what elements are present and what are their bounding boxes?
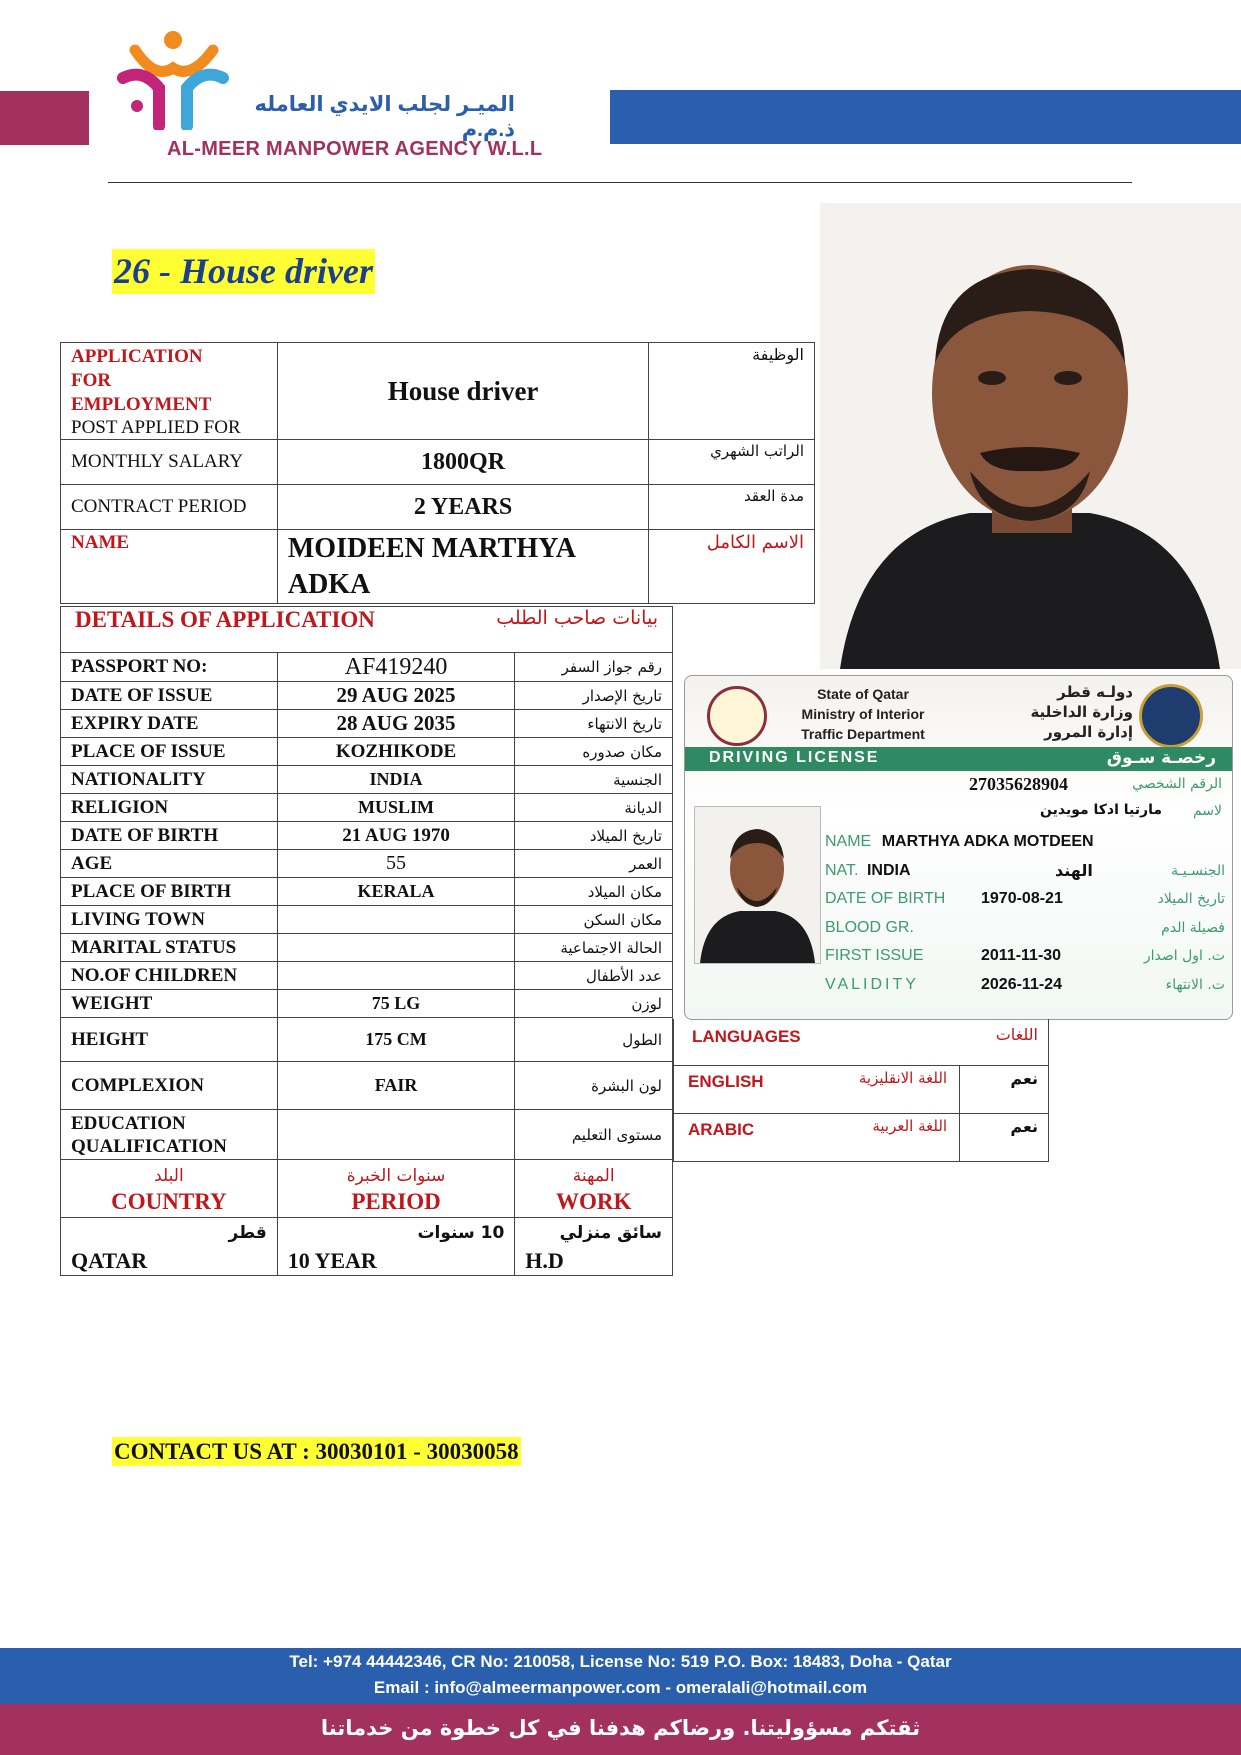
license-dept-ar: إدارة المرور bbox=[1044, 723, 1133, 741]
exp-country-ar: قطر bbox=[228, 1222, 267, 1243]
row-value: 28 AUG 2035 bbox=[277, 710, 515, 738]
row-label: AGE bbox=[61, 850, 278, 878]
driving-license-card bbox=[684, 675, 1233, 1020]
salary-ar: الراتب الشهري bbox=[649, 440, 815, 485]
post-applied-value: House driver bbox=[277, 343, 648, 440]
row-value bbox=[277, 962, 515, 990]
name-ar: الاسم الكامل bbox=[649, 530, 815, 604]
license-emblem-icon bbox=[707, 686, 767, 746]
language-answer: نعم bbox=[960, 1065, 1049, 1113]
table-row bbox=[61, 1018, 673, 1062]
license-dob: 1970-08-21 bbox=[981, 890, 1063, 907]
contact-text: CONTACT US AT : 30030101 - 30030058 bbox=[114, 1439, 519, 1464]
period-header-ar: سنوات الخبرة bbox=[346, 1165, 446, 1186]
license-blood-label: BLOOD GR. bbox=[825, 918, 914, 936]
license-first-issue-label: FIRST ISSUE bbox=[825, 947, 924, 964]
row-value: MUSLIM bbox=[277, 794, 515, 822]
salary-label: MONTHLY SALARY bbox=[61, 440, 278, 485]
period-header: PERIOD bbox=[351, 1188, 441, 1214]
row-value: 175 CM bbox=[277, 1018, 515, 1062]
footer-info-bar bbox=[0, 1648, 1241, 1704]
footer-slogan-bar bbox=[0, 1704, 1241, 1755]
table-row bbox=[61, 1110, 673, 1160]
license-nat-ar: الهند bbox=[1055, 860, 1093, 880]
details-heading-ar: بيانات صاحب الطلب bbox=[496, 607, 658, 629]
details-table bbox=[60, 606, 673, 1276]
row-value bbox=[277, 934, 515, 962]
row-value bbox=[277, 1110, 515, 1160]
row-value: FAIR bbox=[277, 1062, 515, 1110]
row-label: HEIGHT bbox=[61, 1018, 278, 1062]
post-applied-label: POST APPLIED FOR bbox=[71, 417, 241, 438]
row-ar: عدد الأطفال bbox=[515, 962, 673, 990]
country-header: COUNTRY bbox=[111, 1188, 227, 1214]
footer-line1: Tel: +974 44442346, CR No: 210058, License No: 519 P.O. Box: 18483, Doha - Qatar bbox=[289, 1652, 952, 1671]
row-ar: مكان الميلاد bbox=[515, 878, 673, 906]
row-label: PLACE OF BIRTH bbox=[61, 878, 278, 906]
language-name-ar: اللغة الانقليزية bbox=[858, 1068, 948, 1087]
license-photo bbox=[694, 806, 821, 964]
exp-period: 10 YEAR bbox=[287, 1247, 377, 1273]
languages-heading-row bbox=[674, 1019, 1049, 1065]
page-title bbox=[112, 249, 375, 294]
row-value bbox=[277, 906, 515, 934]
license-first-issue-label-ar: ت. اول اصدار bbox=[1143, 948, 1225, 964]
header-blue-bar bbox=[610, 90, 1241, 144]
license-validity-label-ar: ت. الانتهاء bbox=[1165, 976, 1225, 993]
languages-table bbox=[673, 1019, 1049, 1162]
language-name: ARABIC bbox=[688, 1119, 755, 1139]
work-header: WORK bbox=[555, 1188, 632, 1214]
license-first-issue: 2011-11-30 bbox=[981, 947, 1062, 964]
exp-period-ar: 10 سنوات bbox=[417, 1222, 505, 1243]
table-row bbox=[61, 710, 673, 738]
footer-slogan: ثقتكم مسؤوليتنا. ورضاكم هدفنا في كل خطوة من خدماتنا bbox=[320, 1716, 921, 1740]
table-row bbox=[61, 682, 673, 710]
salary-row bbox=[61, 440, 815, 485]
row-label: EXPIRY DATE bbox=[61, 710, 278, 738]
license-validity: 2026-11-24 bbox=[981, 975, 1062, 993]
table-row bbox=[61, 850, 673, 878]
row-value: 21 AUG 1970 bbox=[277, 822, 515, 850]
license-id-label-ar: الرقم الشخصي bbox=[1132, 776, 1222, 792]
exp-work: H.D bbox=[525, 1247, 564, 1273]
row-value: 55 bbox=[277, 850, 515, 878]
contract-ar: مدة العقد bbox=[649, 485, 815, 530]
license-state-en: State of Qatar bbox=[817, 686, 909, 702]
license-name-label-ar: لاسم bbox=[1192, 803, 1222, 819]
application-table bbox=[60, 342, 815, 604]
table-row bbox=[61, 962, 673, 990]
table-row bbox=[61, 766, 673, 794]
table-row bbox=[61, 990, 673, 1018]
details-heading: DETAILS OF APPLICATION bbox=[75, 607, 375, 632]
contract-row bbox=[61, 485, 815, 530]
license-banner bbox=[685, 747, 1232, 771]
license-banner-ar: رخصـة سـوق bbox=[1106, 748, 1216, 768]
row-label: PLACE OF ISSUE bbox=[61, 738, 278, 766]
name-value: MOIDEEN MARTHYA ADKA bbox=[277, 530, 648, 604]
post-applied-row bbox=[61, 343, 815, 440]
contract-label: CONTRACT PERIOD bbox=[61, 485, 278, 530]
languages-heading: LANGUAGES bbox=[692, 1027, 801, 1046]
contract-value: 2 YEARS bbox=[277, 485, 648, 530]
company-name-arabic: الميـر لجلب الايدي العامله ذ.م.م bbox=[254, 93, 515, 141]
row-value: AF419240 bbox=[277, 653, 515, 682]
license-name-ar: مارتيا ادكا مويدين bbox=[1040, 802, 1162, 818]
table-row bbox=[61, 934, 673, 962]
row-ar: مستوى التعليم bbox=[515, 1110, 673, 1160]
language-answer: نعم bbox=[960, 1113, 1049, 1161]
row-label: NATIONALITY bbox=[61, 766, 278, 794]
license-banner-en: DRIVING LICENSE bbox=[709, 749, 880, 766]
table-row bbox=[61, 738, 673, 766]
row-label: MARITAL STATUS bbox=[61, 934, 278, 962]
table-row bbox=[61, 878, 673, 906]
row-value: KOZHIKODE bbox=[277, 738, 515, 766]
company-name-english: AL-MEER MANPOWER AGENCY W.L.L bbox=[167, 138, 543, 160]
license-blood-label-ar: فصيلة الدم bbox=[1161, 919, 1225, 936]
table-row bbox=[61, 794, 673, 822]
row-label: RELIGION bbox=[61, 794, 278, 822]
row-ar: الحالة الاجتماعية bbox=[515, 934, 673, 962]
table-row bbox=[61, 653, 673, 682]
license-photo-illustration bbox=[695, 807, 820, 963]
license-nat-label-ar: الجنسـيـة bbox=[1171, 862, 1225, 879]
license-name-label: NAME bbox=[825, 833, 872, 850]
exp-work-ar: سائق منزلي bbox=[559, 1222, 662, 1243]
table-row bbox=[61, 1062, 673, 1110]
exp-country: QATAR bbox=[71, 1247, 148, 1273]
row-ar: الطول bbox=[515, 1018, 673, 1062]
row-ar: مكان صدوره bbox=[515, 738, 673, 766]
row-value: KERALA bbox=[277, 878, 515, 906]
row-ar: لوزن bbox=[515, 990, 673, 1018]
row-label: WEIGHT bbox=[61, 990, 278, 1018]
post-applied-ar: الوظيفة bbox=[649, 343, 815, 440]
row-label: DATE OF BIRTH bbox=[61, 822, 278, 850]
license-id: 27035628904 bbox=[969, 774, 1068, 794]
language-row bbox=[674, 1065, 1049, 1113]
row-ar: تاريخ الانتهاء bbox=[515, 710, 673, 738]
row-ar: مكان السكن bbox=[515, 906, 673, 934]
name-label: NAME bbox=[61, 530, 278, 604]
license-dept-en: Traffic Department bbox=[801, 726, 925, 742]
table-row bbox=[61, 906, 673, 934]
row-label: LIVING TOWN bbox=[61, 906, 278, 934]
header-divider bbox=[108, 182, 1132, 183]
license-fields bbox=[825, 828, 1225, 999]
row-label: NO.OF CHILDREN bbox=[61, 962, 278, 990]
row-ar: تاريخ الإصدار bbox=[515, 682, 673, 710]
row-label: PASSPORT NO: bbox=[61, 653, 278, 682]
country-header-ar: البلد bbox=[154, 1165, 184, 1186]
license-nat-label: NAT. bbox=[825, 861, 859, 879]
row-label: COMPLEXION bbox=[61, 1062, 278, 1110]
row-value: INDIA bbox=[277, 766, 515, 794]
license-ministry-ar: وزارة الداخلية bbox=[1030, 703, 1133, 721]
row-label: EDUCATION QUALIFICATION bbox=[61, 1110, 278, 1160]
application-for-employment-label: APPLICATION FOR EMPLOYMENT bbox=[71, 346, 212, 415]
header-maroon-bar bbox=[0, 91, 89, 145]
license-dob-label: DATE OF BIRTH bbox=[825, 890, 946, 907]
work-header-ar: المهنة bbox=[572, 1165, 615, 1186]
license-validity-label: VALIDITY bbox=[825, 975, 919, 993]
row-ar: لون البشرة bbox=[515, 1062, 673, 1110]
experience-row bbox=[61, 1218, 673, 1276]
contact-banner bbox=[112, 1437, 521, 1466]
license-dob-label-ar: تاريخ الميلاد bbox=[1157, 891, 1225, 907]
language-name: ENGLISH bbox=[688, 1071, 764, 1091]
row-ar: الديانة bbox=[515, 794, 673, 822]
applicant-photo bbox=[820, 203, 1241, 669]
languages-heading-ar: اللغات bbox=[995, 1025, 1038, 1044]
license-ministry-en: Ministry of Interior bbox=[801, 706, 925, 722]
license-name: MARTHYA ADKA MOTDEEN bbox=[881, 833, 1094, 850]
language-name-ar: اللغة العربية bbox=[872, 1116, 948, 1135]
experience-header-row bbox=[61, 1160, 673, 1218]
details-heading-row bbox=[61, 607, 673, 653]
row-ar: العمر bbox=[515, 850, 673, 878]
table-row bbox=[61, 822, 673, 850]
license-nat: INDIA bbox=[866, 861, 911, 879]
row-label: DATE OF ISSUE bbox=[61, 682, 278, 710]
name-row bbox=[61, 530, 815, 604]
row-ar: رقم جواز السفر bbox=[515, 653, 673, 682]
footer-line2: Email : info@almeermanpower.com - omeralali@hotmail.com bbox=[373, 1678, 868, 1697]
row-ar: تاريخ الميلاد bbox=[515, 822, 673, 850]
row-ar: الجنسية bbox=[515, 766, 673, 794]
license-state-ar: دولـه قطر bbox=[1057, 683, 1133, 701]
row-value: 29 AUG 2025 bbox=[277, 682, 515, 710]
language-row bbox=[674, 1113, 1049, 1161]
salary-value: 1800QR bbox=[277, 440, 648, 485]
license-gcc-icon bbox=[1139, 684, 1203, 748]
page-title-text: 26 - House driver bbox=[114, 251, 373, 291]
row-value: 75 LG bbox=[277, 990, 515, 1018]
applicant-photo-illustration bbox=[820, 203, 1241, 669]
